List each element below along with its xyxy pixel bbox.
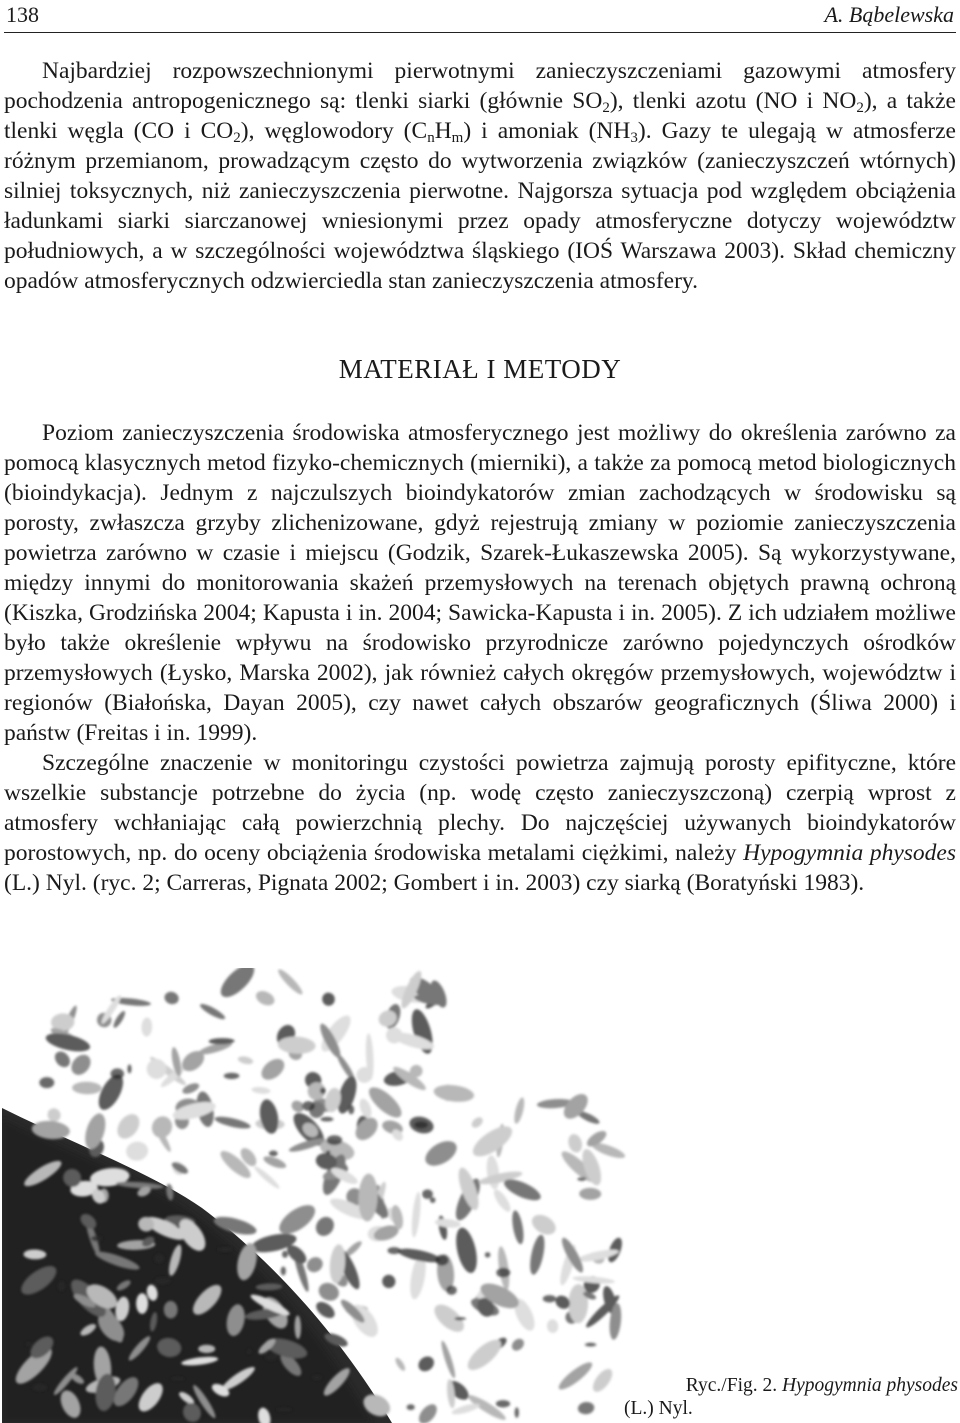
subscript: 2: [602, 100, 610, 116]
lichen-shadow-spot: [26, 1342, 32, 1346]
lichen-shadow-spot: [247, 1349, 252, 1354]
lichen-shadow-spot: [388, 1247, 401, 1254]
lichen-shadow-spot: [414, 1121, 428, 1128]
lichen-shadow-spot: [276, 1408, 292, 1411]
figure-caption: [624, 1374, 958, 1420]
lichen-shadow-spot: [446, 1286, 457, 1295]
lichen-shadow-spot: [171, 1377, 185, 1380]
text-run: Szczególne znaczenie w monitoringu czystości powietrza zajmują porosty epifityczne, które wszelkie substancje potrzebne do życia (np. wodę często zanieczyszczoną) czerpią wprost z atmosfery wchłaniając całą powierzchnią plechy. Do najczęściej używanych bioindykatorów porostowych, np. do oceny obciążenia środowiska metalami ciężkimi, należy: [4, 750, 956, 866]
lichen-shadow-spot: [455, 1317, 466, 1320]
lichen-shadow-spot: [269, 1151, 278, 1157]
lichen-shadow-spot: [32, 1384, 47, 1391]
lichen-shadow-spot: [312, 1375, 322, 1379]
caption-line-2: (L.) Nyl.: [624, 1398, 693, 1419]
text-run: ), tlenki azotu (NO i NO: [609, 88, 857, 114]
subscript: 2: [233, 130, 241, 146]
text-run: ) i amoniak (NH: [463, 118, 631, 144]
lichen-shadow-spot: [281, 1267, 286, 1276]
lichen-shadow-spot: [282, 1251, 288, 1258]
lichen-shadow-spot: [224, 1073, 240, 1079]
lichen-lobe: [198, 1345, 215, 1353]
lichen-shadow-spot: [91, 1236, 102, 1242]
lichen-shadow-spot: [154, 1254, 164, 1263]
lichen-shadow-spot: [422, 1189, 433, 1199]
caption-line-1: [624, 1374, 958, 1397]
lichen-shadow-spot: [58, 1281, 65, 1291]
lichen-shadow-spot: [407, 1404, 415, 1410]
lichen-photo: [2, 968, 630, 1423]
lichen-shadow-spot: [543, 1295, 556, 1302]
text-run: ). Gazy te ulegają w atmosferze różnym przemianom, prowadzącym często do wytworzenia związków (zanieczyszczeń wtórnych) silniej toksycznych, niż zanieczyszczenia pierwotne. Najgorsza sytuacja pod względem obciążenia ładunkami siarki siarczanowej wniesionymi przez opady atmosferyczne dotyczy województw południowych, a w szczególności województwa śląskiego (IOŚ Warszawa 2003). Skład chemiczny opadów atmosferycznych odzwierciedla stan zanieczyszczenia atmosfery.: [4, 118, 956, 294]
subscript: 2: [856, 100, 864, 116]
text-run: Najbardziej rozpowszechnionymi pierwotnymi zanieczyszczeniami gazowymi atmosfery pochodzenia antropogenicznego są: tlenki siarki (głównie SO: [4, 58, 956, 114]
methods-paragraph-1: Poziom zanieczyszczenia środowiska atmosferycznego jest możliwy do określenia zarówno za pomocą klasycznych metod fizyko-chemicznych (mierniki), a także za pomocą metod biologicznych (bioindykacja). Jednym z najczulszych bioindykatorów zmian zachodzących w środowisku są porosty, zwłaszcza grzyby zlichenizowane, gdyż rejestrują zmiany w poziomie zanieczyszczenia powietrza zarówno w czasie i miejscu (Godzik, Szarek-Łukaszewska 2005). Są wykorzystywane, między innymi do monitorowania skażeń przemysłowych na terenach objętych prawną ochroną (Kiszka, Grodzińska 2004; Kapusta i in. 2004; Sawicka-Kapusta i in. 2005). Z ich udziałem możliwe było także określenie wpływu na środowisko przyrodnicze zarówno pojedynczych ośrodków przemysłowych (Łysko, Marska 2002), jak również całych okręgów przemysłowych, województw i regionów (Białońska, Dayan 2005), czy nawet całych obszarów geograficznych (Śliwa 2000) i państw (Freitas i in. 1999).: [4, 420, 956, 746]
lichen-lobe: [136, 1293, 148, 1314]
lichen-shadow-spot: [348, 1105, 354, 1114]
page-header: [4, 0, 956, 33]
text-run: (L.) Nyl. (ryc. 2; Carreras, Pignata 2002; Gombert i in. 2003) czy siarką (Boratyński 1983).: [4, 870, 865, 896]
lichen-shadow-spot: [435, 1255, 448, 1266]
lichen-shadow-spot: [496, 1400, 510, 1407]
lichen-shadow-spot: [326, 1150, 331, 1154]
lichen-shadow-spot: [217, 1247, 232, 1252]
lichen-shadow-spot: [111, 1068, 125, 1079]
lichen-shadow-spot: [39, 1077, 54, 1088]
lichen-shadow-spot: [515, 1407, 519, 1418]
lichen-photo-illustration: [2, 968, 630, 1423]
lichen-shadow-spot: [127, 1064, 131, 1073]
methods-paragraph-2: [4, 748, 956, 898]
methods-section: [4, 418, 956, 898]
lichen-shadow-spot: [496, 1268, 510, 1278]
lichen-shadow-spot: [485, 1252, 491, 1257]
lichen-shadow-spot: [265, 1354, 277, 1361]
text-run: ), węglowodory (C: [240, 118, 428, 144]
lichen-shadow-spot: [327, 1135, 343, 1145]
subscript: m: [451, 130, 464, 146]
intro-paragraph: [4, 56, 956, 296]
lichen-shadow-spot: [302, 1101, 315, 1111]
lichen-shadow-spot: [585, 1343, 596, 1347]
text-run: ), a także tlenki węgla (CO i CO: [4, 88, 956, 144]
lichen-shadow-spot: [320, 1117, 333, 1122]
lichen-shadow-spot: [320, 1088, 326, 1094]
section-heading: MATERIAŁ I METODY: [338, 354, 622, 384]
subscript: n: [427, 130, 435, 146]
species-name: Hypogymnia physodes: [743, 840, 957, 866]
lichen-shadow-spot: [430, 1197, 436, 1203]
caption-label: Ryc./Fig. 2.: [685, 1375, 778, 1396]
caption-species: Hypogymnia physodes: [781, 1375, 958, 1396]
intro-section: [4, 56, 956, 296]
lichen-shadow-spot: [155, 1277, 171, 1284]
text-run: H: [434, 118, 452, 144]
running-head-author: A. Bąbelewska: [824, 2, 954, 27]
subscript: 3: [630, 130, 638, 146]
lichen-shadow-spot: [577, 1177, 586, 1181]
page-number: 138: [6, 2, 39, 27]
